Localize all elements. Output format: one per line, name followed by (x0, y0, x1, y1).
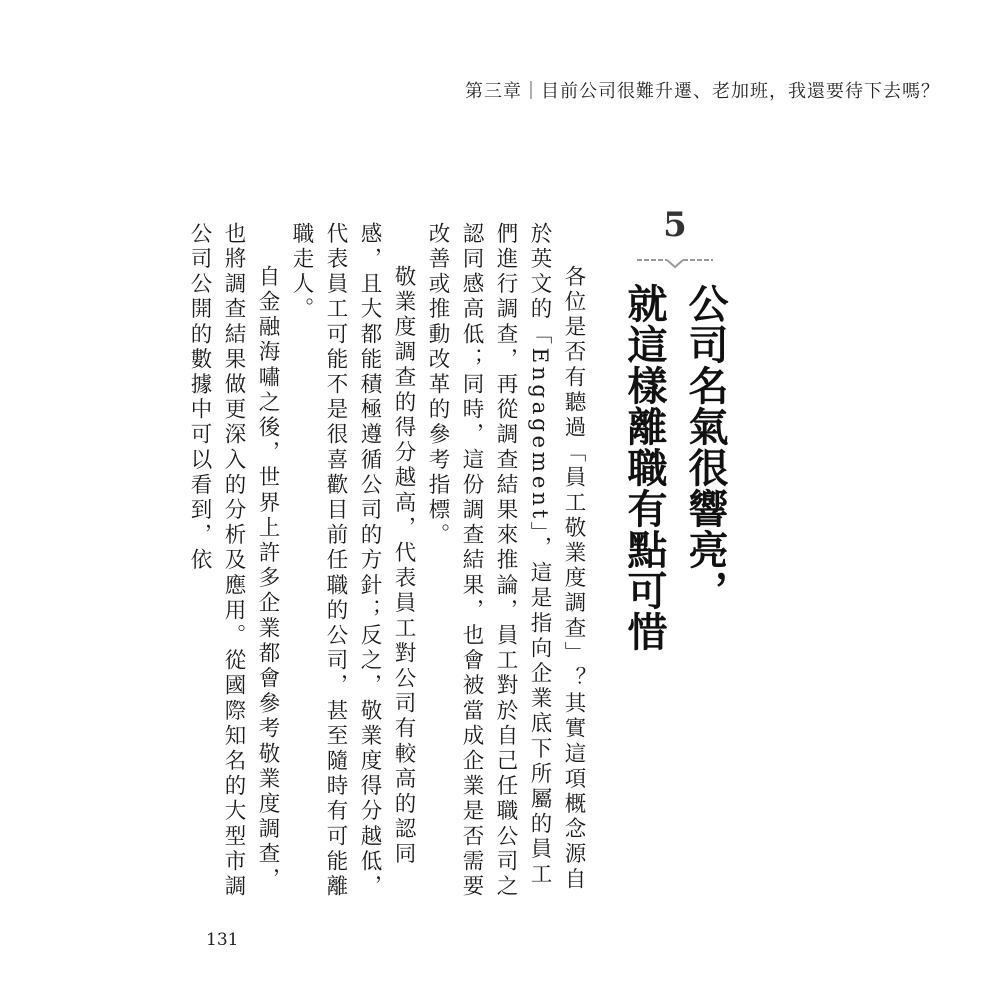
section-title-line-1: 公司名氣很響亮， (682, 283, 728, 611)
section-divider-ornament (635, 252, 715, 272)
body-paragraph: 敬業度調查的得分越高，代表員工對公司有較高的認同感，且大都能積極遵循公司的方針；反之，敬業度得分越低，代表員工可能不是很喜歡目前任職的公司，甚至隨時有可能離職走人。 (289, 222, 416, 900)
body-text (187, 222, 590, 902)
running-header: 第三章｜目前公司很難升遷、老加班，我還要待下去嗎？ (465, 81, 940, 102)
body-paragraph: 各位是否有聽過「員工敬業度調查」？其實這項概念源自於英文的「Engagement」，這是指向企業底下所屬的員工們進行調查，再從調查結果來推論，員工對於自己任職公司之認同感高低；同時，這份調查結果，也會被當成企業是否需要改善或推動改革的參考指標。 (425, 222, 586, 900)
section-title-line-2: 就這樣離職有點可惜 (621, 283, 667, 652)
body-paragraph: 自金融海嘯之後，世界上許多企業都會參考敬業度調查，也將調查結果做更深入的分析及應用。從國際知名的大型市調公司公開的數據中可以看到，依 (187, 222, 280, 900)
page-number: 131 (206, 930, 239, 950)
section-number: 5 (663, 205, 687, 245)
